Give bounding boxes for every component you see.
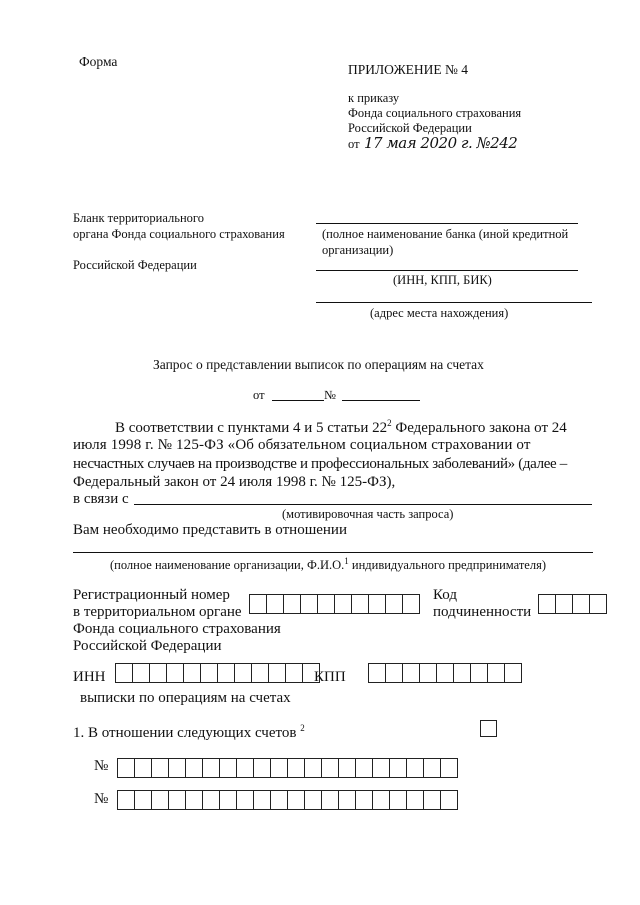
appendix-fund: Фонда социального страхования <box>348 106 522 120</box>
character-cell[interactable] <box>200 663 218 683</box>
character-cell[interactable] <box>249 594 267 614</box>
character-cell[interactable] <box>149 663 167 683</box>
character-cell[interactable] <box>334 594 352 614</box>
request-number-line[interactable] <box>342 400 420 401</box>
character-cell[interactable] <box>183 663 201 683</box>
character-cell[interactable] <box>202 790 220 810</box>
character-cell[interactable] <box>368 663 386 683</box>
character-cell[interactable] <box>151 790 169 810</box>
bank-name-line[interactable] <box>316 223 578 224</box>
inn-label: ИНН <box>73 669 106 685</box>
reg-number-label-2: в территориальном органе <box>73 604 242 620</box>
character-cell[interactable] <box>538 594 556 614</box>
request-number-label: № <box>324 388 336 402</box>
character-cell[interactable] <box>132 663 150 683</box>
character-cell[interactable] <box>572 594 590 614</box>
character-cell[interactable] <box>487 663 505 683</box>
character-cell[interactable] <box>372 758 390 778</box>
letterhead-line-3: Российской Федерации <box>73 258 197 272</box>
character-cell[interactable] <box>338 790 356 810</box>
organization-hint: (полное наименование организации, Ф.И.О.$^1$ индивидуального предпринимателя) <box>110 556 546 573</box>
character-cell[interactable] <box>134 790 152 810</box>
character-cell[interactable] <box>234 663 252 683</box>
character-cell[interactable] <box>266 594 284 614</box>
character-cell[interactable] <box>134 758 152 778</box>
account-number-boxes-2[interactable] <box>117 790 458 810</box>
character-cell[interactable] <box>117 790 135 810</box>
letterhead-line-2: органа Фонда социального страхования <box>73 227 285 241</box>
bank-name-hint-2: организации) <box>322 243 394 257</box>
body-line-3: несчастных случаев на производстве и профессиональных заболеваний» (далее – <box>73 456 567 472</box>
need-provide-label: Вам необходимо представить в отношении <box>73 522 347 538</box>
character-cell[interactable] <box>389 758 407 778</box>
character-cell[interactable] <box>385 594 403 614</box>
character-cell[interactable] <box>166 663 184 683</box>
accounts-checkbox[interactable] <box>480 720 497 737</box>
character-cell[interactable] <box>253 758 271 778</box>
reg-number-label-1: Регистрационный номер <box>73 587 230 603</box>
request-title: Запрос о представлении выписок по операциям на счетах <box>153 357 484 372</box>
character-cell[interactable] <box>368 594 386 614</box>
character-cell[interactable] <box>236 758 254 778</box>
character-cell[interactable] <box>355 758 373 778</box>
account-number-label-2: № <box>94 791 109 807</box>
subordination-label-1: Код <box>433 587 457 603</box>
character-cell[interactable] <box>185 758 203 778</box>
character-cell[interactable] <box>117 758 135 778</box>
account-number-label-1: № <box>94 758 109 774</box>
character-cell[interactable] <box>440 790 458 810</box>
account-number-boxes-1[interactable] <box>117 758 458 778</box>
character-cell[interactable] <box>402 594 420 614</box>
reg-number-label-4: Российской Федерации <box>73 638 222 654</box>
character-cell[interactable] <box>268 663 286 683</box>
bank-name-hint-1: (полное наименование банка (иной кредитной <box>322 227 569 241</box>
reg-number-boxes[interactable] <box>249 594 420 614</box>
character-cell[interactable] <box>304 758 322 778</box>
character-cell[interactable] <box>385 663 403 683</box>
character-cell[interactable] <box>470 663 488 683</box>
character-cell[interactable] <box>419 663 437 683</box>
bank-inn-hint: (ИНН, КПП, БИК) <box>393 273 492 287</box>
subordination-code-boxes[interactable] <box>538 594 607 614</box>
appendix-title: ПРИЛОЖЕНИЕ № 4 <box>348 62 469 77</box>
character-cell[interactable] <box>185 790 203 810</box>
character-cell[interactable] <box>219 758 237 778</box>
character-cell[interactable] <box>285 663 303 683</box>
character-cell[interactable] <box>338 758 356 778</box>
in-connection-label: в связи с <box>73 491 129 507</box>
subordination-label-2: подчиненности <box>433 604 532 620</box>
motive-hint: (мотивировочная часть запроса) <box>282 507 454 521</box>
inn-boxes[interactable] <box>115 663 320 683</box>
character-cell[interactable] <box>423 758 441 778</box>
appendix-federation: Российской Федерации <box>348 121 472 135</box>
character-cell[interactable] <box>287 790 305 810</box>
character-cell[interactable] <box>355 790 373 810</box>
character-cell[interactable] <box>589 594 607 614</box>
character-cell[interactable] <box>423 790 441 810</box>
character-cell[interactable] <box>217 663 235 683</box>
accounts-item-label: 1. В отношении следующих счетов $^2$ <box>73 723 305 741</box>
character-cell[interactable] <box>317 594 335 614</box>
character-cell[interactable] <box>300 594 318 614</box>
bank-address-hint: (адрес места нахождения) <box>370 306 509 320</box>
body-line-2: июля 1998 г. № 125-ФЗ «Об обязательном социальном страховании от <box>73 437 531 453</box>
letterhead-line-1: Бланк территориального <box>73 211 204 225</box>
character-cell[interactable] <box>168 758 186 778</box>
form-label: Форма <box>79 54 118 69</box>
character-cell[interactable] <box>389 790 407 810</box>
character-cell[interactable] <box>270 790 288 810</box>
handwritten-date-number: 17 мая 2020 г. №242 <box>364 134 518 152</box>
character-cell[interactable] <box>283 594 301 614</box>
reg-number-label-3: Фонда социального страхования <box>73 621 281 637</box>
character-cell[interactable] <box>321 758 339 778</box>
character-cell[interactable] <box>555 594 573 614</box>
request-from-label: от <box>253 388 265 402</box>
character-cell[interactable] <box>351 594 369 614</box>
character-cell[interactable] <box>321 790 339 810</box>
character-cell[interactable] <box>372 790 390 810</box>
character-cell[interactable] <box>236 790 254 810</box>
character-cell[interactable] <box>406 758 424 778</box>
character-cell[interactable] <box>504 663 522 683</box>
character-cell[interactable] <box>253 790 271 810</box>
character-cell[interactable] <box>304 790 322 810</box>
character-cell[interactable] <box>151 758 169 778</box>
character-cell[interactable] <box>436 663 454 683</box>
request-date-line[interactable] <box>272 400 324 401</box>
bank-address-line[interactable] <box>316 302 592 303</box>
character-cell[interactable] <box>270 758 288 778</box>
character-cell[interactable] <box>202 758 220 778</box>
character-cell[interactable] <box>219 790 237 810</box>
character-cell[interactable] <box>453 663 471 683</box>
kpp-boxes[interactable] <box>368 663 522 683</box>
character-cell[interactable] <box>251 663 269 683</box>
character-cell[interactable] <box>287 758 305 778</box>
character-cell[interactable] <box>440 758 458 778</box>
kpp-label: КПП <box>314 669 346 685</box>
appendix-to-order: к приказу <box>348 91 400 105</box>
body-line-4: Федеральный закон от 24 июля 1998 г. № 125-ФЗ), <box>73 474 396 490</box>
character-cell[interactable] <box>402 663 420 683</box>
body-line-1: В соответствии с пунктами 4 и 5 статьи $22^2$ Федерального закона от 24 <box>115 418 567 436</box>
bank-inn-line[interactable] <box>316 270 578 271</box>
character-cell[interactable] <box>406 790 424 810</box>
character-cell[interactable] <box>115 663 133 683</box>
motive-line[interactable] <box>134 504 592 505</box>
organization-line[interactable] <box>73 552 593 553</box>
character-cell[interactable] <box>168 790 186 810</box>
appendix-date-prefix: от <box>348 137 360 151</box>
statements-label: выписки по операциям на счетах <box>80 690 291 706</box>
